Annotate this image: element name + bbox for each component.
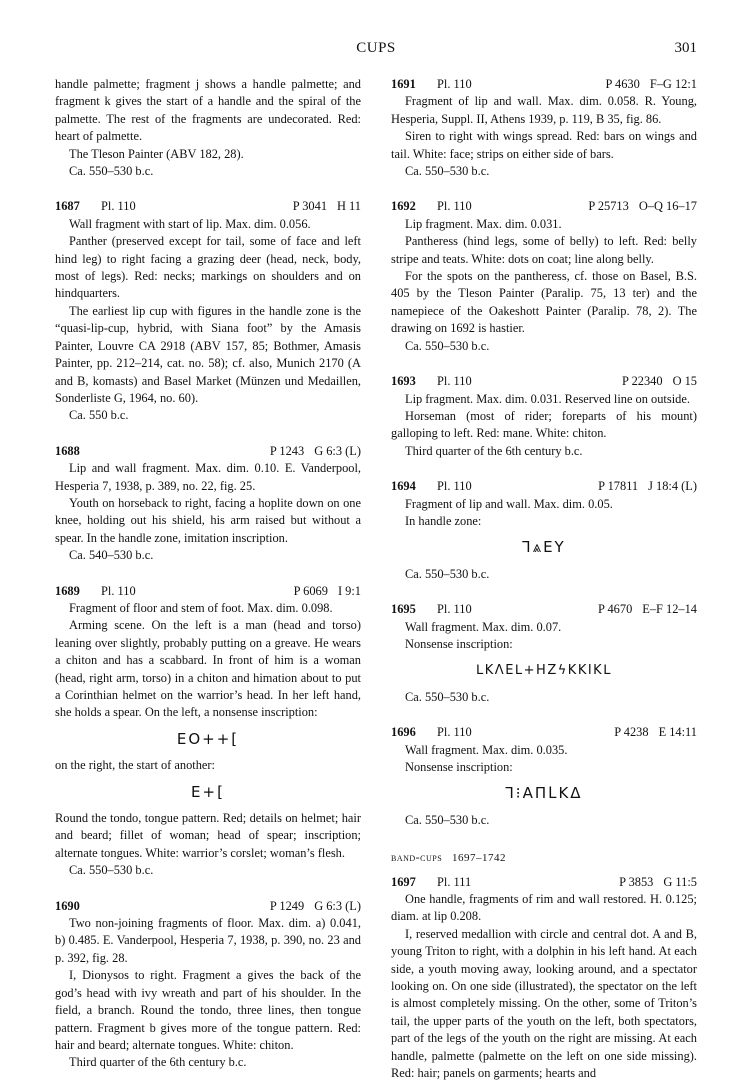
catalogue-number: 1689 <box>55 583 80 598</box>
paragraph: on the right, the start of another: <box>55 758 216 773</box>
paragraph: Wall fragment. Max. dim. 0.07. <box>405 619 562 634</box>
entry-heading <box>391 373 697 390</box>
paragraph: Nonsense inscription: <box>405 760 513 774</box>
entry-continued <box>55 76 361 180</box>
plate-reference: Pl. 110 <box>437 479 472 494</box>
paragraph: Arming scene. On the left is a man (head and torso) leaning over slightly, probably putting on a greave. He wears a chiton and has a scabbard. In front of him is a woman (head, right arm, torso) in a chiton and himation about to put a Corinthian helmet on the warrior’s head. In her left hand, she holds a spear. On the left, a nonsense inscription: <box>55 618 361 720</box>
plate-reference: Pl. 110 <box>101 199 136 214</box>
catalogue-number: 1691 <box>391 77 416 91</box>
catalogue-entry-1689 <box>55 583 361 880</box>
paragraph: Nonsense inscription: <box>405 636 513 651</box>
inventory-number: P 22340 <box>622 374 663 389</box>
paragraph: Fragment of lip and wall. Max. dim. 0.05. <box>405 496 613 511</box>
catalogue-number: 1693 <box>391 374 416 389</box>
grid-reference: O–Q 16–17 <box>638 199 697 214</box>
plate-reference: Pl. 110 <box>437 77 472 91</box>
date-line: Ca. 550–530 b.c. <box>405 164 490 179</box>
grid-reference: F–G 12:1 <box>649 77 697 91</box>
grid-reference: I 9:1 <box>337 583 361 598</box>
date-line: Ca. 550–530 b.c. <box>405 812 490 827</box>
inventory-number: P 4630 <box>605 77 640 91</box>
paragraph: Fragment of floor and stem of foot. Max. dim. 0.098. <box>69 600 333 615</box>
catalogue-number: 1692 <box>391 199 416 214</box>
entry-heading <box>391 198 697 215</box>
date-line: Ca. 540–530 b.c. <box>69 548 154 563</box>
plate-reference <box>91 443 270 460</box>
date-line: Ca. 550–530 b.c. <box>405 689 490 704</box>
plate-reference: Pl. 110 <box>437 199 472 214</box>
paragraph: Round the tondo, tongue pattern. Red; details on helmet; hair and beard; fillet of woman; head of spear; inscription; alternate tongues. White: warrior’s corslet; woman’s flesh. <box>55 811 361 860</box>
right-column <box>391 76 697 1083</box>
grid-reference: G 6:3 (L) <box>314 443 361 458</box>
catalogue-number: 1697 <box>391 874 416 889</box>
catalogue-entry-1687 <box>55 198 361 424</box>
date-line: Ca. 550–530 b.c. <box>69 164 154 179</box>
entry-heading <box>391 478 697 495</box>
grid-reference: G 11:5 <box>663 874 697 889</box>
paragraph: handle palmette; fragment j shows a handle palmette; and fragment k gives the start of a handle and the spiral of the palmette. The rest of the fragments are undecorated. Red: heart of palmette. <box>55 77 361 144</box>
catalogue-number: 1694 <box>391 479 416 494</box>
catalogue-entry-1690 <box>55 898 361 1072</box>
inventory-number: P 3853 <box>619 874 654 889</box>
inscription-drawing: ꓶ⁝ΑΠᒪΚΔ <box>505 784 583 803</box>
catalogue-entry-1692 <box>391 198 697 355</box>
paragraph: I, Dionysos to right. Fragment a gives the back of the god’s head with ivy wreath and part of his shoulder. In the field, a branch. Round the tondo, three lines, then tongue pattern. Fragment b gives more of the tongue pattern. Red: hair and beard; alternate tongues. White: chiton. <box>55 968 361 1052</box>
date-line: Ca. 550–530 b.c. <box>405 566 490 581</box>
paragraph: Third quarter of the 6th century b.c. <box>69 1055 247 1070</box>
entry-heading <box>55 583 361 600</box>
paragraph: In handle zone: <box>405 513 482 528</box>
inscription-drawing: ᒪΚΛΕᒪ+ΗΖϟΚΚΙΚᒪ <box>476 663 612 679</box>
plate-reference: Pl. 110 <box>437 374 472 389</box>
paragraph: Wall fragment. Max. dim. 0.035. <box>405 742 568 757</box>
paragraph: For the spots on the pantheress, cf. those on Basel, B.S. 405 by the Tleson Painter (Paralip. 75, 13 ter) and the namepiece of the Oakeshott Painter (Paralip. 78, 2). The drawing on 1692 is hastier. <box>391 269 697 336</box>
section-label: band-cups <box>391 850 443 865</box>
inventory-number: P 6069 <box>293 583 328 598</box>
section-range: 1697–1742 <box>451 852 506 865</box>
inscription-drawing: ꓶ⩓ΕΥ <box>522 538 566 557</box>
paragraph: The Tleson Painter (ABV 182, 28). <box>69 146 244 161</box>
paragraph: Siren to right with wings spread. Red: bars on wings and tail. White: face; strips on either side of bars. <box>391 129 697 161</box>
catalogue-number: 1695 <box>391 602 416 617</box>
inventory-number: P 1243 <box>269 443 305 458</box>
paragraph: Lip fragment. Max. dim. 0.031. <box>405 216 562 231</box>
plate-reference <box>91 898 270 915</box>
catalogue-entry-1691 <box>391 76 697 180</box>
plate-reference: Pl. 110 <box>101 583 136 598</box>
plate-reference: Pl. 111 <box>437 874 472 889</box>
catalogue-number: 1696 <box>391 725 416 740</box>
grid-reference: E 14:11 <box>658 725 697 740</box>
plate-reference: Pl. 110 <box>437 602 472 617</box>
left-column <box>55 76 361 1072</box>
section-heading <box>391 849 697 867</box>
grid-reference: O 15 <box>672 374 697 389</box>
inscription-drawing: Ε+[ <box>191 782 225 801</box>
inventory-number: P 4238 <box>614 725 649 740</box>
catalogue-entry-1695 <box>391 601 697 706</box>
page-header <box>55 40 697 60</box>
catalogue-entry-1697 <box>391 874 697 1083</box>
plate-reference: Pl. 110 <box>437 725 472 740</box>
paragraph: I, reserved medallion with circle and central dot. A and B, young Triton to right, with a dolphin in his left hand. At each side, a youth moving away, looking around, and a spectator looking on. On one side (illustrated), the spectator on the left is almost completely missing. On the other, some of Triton’s tail, the upper parts of the youth on the left, both spectators, part of the legs of the youth on the right are missing. At each handle, palmette (palmette on the left on one side missing). Red: hair; panels on garments; hearts and <box>391 926 697 1081</box>
entry-heading <box>55 443 361 460</box>
catalogue-number: 1687 <box>55 199 80 214</box>
paragraph: Third quarter of the 6th century b.c. <box>405 443 583 458</box>
catalogue-entry-1693 <box>391 373 697 460</box>
grid-reference: J 18:4 (L) <box>648 479 697 494</box>
entry-heading <box>55 198 361 215</box>
paragraph: Panther (preserved except for tail, some of face and left hind leg) to right facing a grazing deer (head, neck, body, most of legs). Red: necks; markings on shoulders and on hindquarters. <box>55 234 361 301</box>
paragraph: Lip and wall fragment. Max. dim. 0.10. E. Vanderpool, Hesperia 7, 1938, p. 389, no. 22, fig. 25. <box>55 461 361 493</box>
entry-heading <box>55 898 361 915</box>
running-title: CUPS <box>356 40 396 56</box>
page-number: 301 <box>674 40 697 56</box>
grid-reference: G 6:3 (L) <box>314 898 361 913</box>
grid-reference: E–F 12–14 <box>642 602 697 617</box>
date-line: Ca. 550–530 b.c. <box>69 863 154 878</box>
entry-heading <box>391 76 697 93</box>
paragraph: Fragment of lip and wall. Max. dim. 0.058. R. Young, Hesperia, Suppl. II, Athens 1939, p. 119, B 35, fig. 86. <box>391 94 697 126</box>
paragraph: Pantheress (hind legs, some of belly) to left. Red: belly stripe and teats. White: dots on coat; line along belly. <box>391 234 697 266</box>
paragraph: Wall fragment with start of lip. Max. dim. 0.056. <box>69 216 311 231</box>
catalogue-number: 1688 <box>55 443 80 458</box>
catalogue-entry-1694 <box>391 478 697 583</box>
catalogue-entry-1688 <box>55 443 361 565</box>
paragraph: The earliest lip cup with figures in the handle zone is the “quasi-lip-cup, hybrid, with Siana foot” by the Amasis Painter, Louvre CA 2918 (ABV 157, 85; Bothmer, Amasis Painter, pp. 212–214, cat. no. 58); cf. also, Munich 2170 (A and B, komasts) and Basel Market (Münzen und Medaillen, Sonderliste G, 1964, no. 60). <box>55 303 361 405</box>
paragraph: Lip fragment. Max. dim. 0.031. Reserved line on outside. <box>405 391 690 406</box>
entry-heading <box>391 874 697 891</box>
inscription-drawing: ΕΟ++[ <box>176 729 240 748</box>
catalogue-entry-1696 <box>391 724 697 829</box>
date-line: Ca. 550–530 b.c. <box>405 338 490 353</box>
entry-heading <box>391 724 697 741</box>
paragraph: One handle, fragments of rim and wall restored. H. 0.125; diam. at lip 0.208. <box>391 892 697 924</box>
inventory-number: P 3041 <box>292 199 328 214</box>
inventory-number: P 25713 <box>588 199 629 214</box>
date-line: Ca. 550 b.c. <box>69 408 129 423</box>
inventory-number: P 17811 <box>598 479 639 494</box>
paragraph: Two non-joining fragments of floor. Max. dim. a) 0.041, b) 0.485. E. Vanderpool, Hesperia 7, 1938, p. 390, no. 23 and p. 392, fig. 28. <box>55 916 361 965</box>
catalogue-number: 1690 <box>55 898 80 913</box>
paragraph: Youth on horseback to right, facing a hoplite down on one knee, holding out his shield, his arm raised but without a spear. In the handle zone, imitation inscription. <box>55 495 361 545</box>
paragraph: Horseman (most of rider; foreparts of his mount) galloping to left. Red: mane. White: chiton. <box>391 408 697 441</box>
inventory-number: P 4670 <box>597 602 633 617</box>
entry-heading <box>391 601 697 618</box>
grid-reference: H 11 <box>337 199 361 214</box>
inventory-number: P 1249 <box>269 898 305 913</box>
